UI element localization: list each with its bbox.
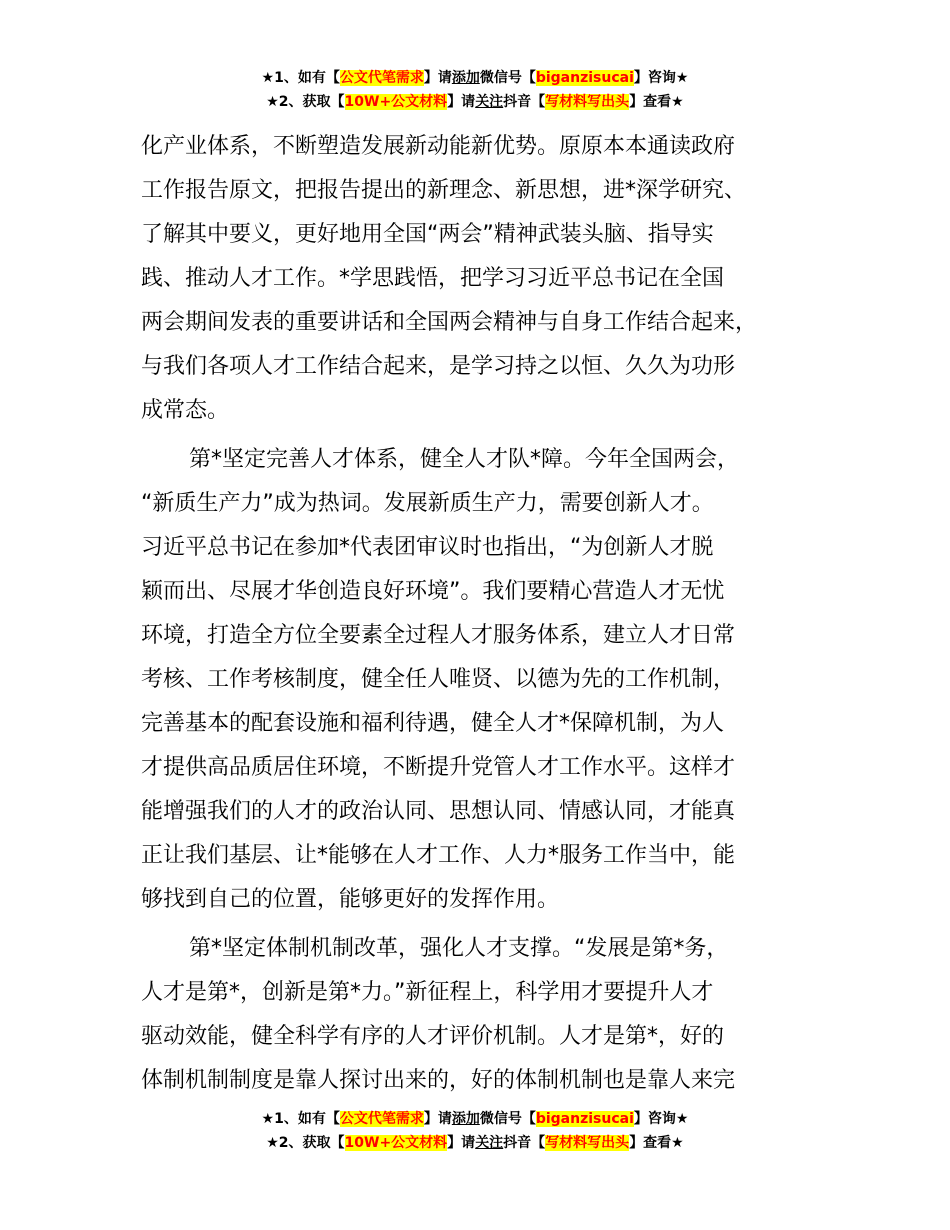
highlight-wechat-id: biganzisucai bbox=[535, 1111, 634, 1127]
text-line: 颖而出、尽展才华创造良好环境”。我们要精心营造人才无忧 bbox=[141, 579, 725, 604]
text-line: 够找到自己的位置，能够更好的发挥作用。 bbox=[141, 887, 560, 912]
highlight-douyin: 写材料写出头 bbox=[545, 94, 630, 110]
text-line: 习近平总书记在参加*代表团审议时也指出，“为创新人才脱 bbox=[141, 535, 714, 560]
document-body bbox=[141, 125, 841, 1103]
banner-line-1: ★1、如有【公文代笔需求】请添加微信号【biganzisucai】咨询★ bbox=[261, 1111, 689, 1127]
text-line: 第*坚定完善人才体系，健全人才队*障。今年全国两会， bbox=[189, 447, 740, 472]
text-line: 正让我们基层、让*能够在人才工作、人力*服务工作当中，能 bbox=[141, 843, 736, 868]
text-line: 化产业体系，不断塑造发展新动能新优势。原原本本通读政府 bbox=[141, 134, 736, 159]
text-line: 体制机制制度是靠人探讨出来的，好的体制机制也是靠人来完 bbox=[141, 1068, 736, 1093]
text-line: 驱动效能，健全科学有序的人才评价机制。人才是第*，好的 bbox=[141, 1024, 725, 1049]
highlight-service: 公文代笔需求 bbox=[339, 70, 424, 86]
text-line: 工作报告原文，把报告提出的新理念、新思想，进*深学研究、 bbox=[141, 178, 747, 203]
text-line: 人才是第*，创新是第*力。”新征程上，科学用才要提升人才 bbox=[141, 980, 714, 1005]
paragraph-1 bbox=[141, 125, 841, 433]
text-line: 第*坚定体制机制改革，强化人才支撑。“发展是第*务， bbox=[189, 936, 729, 961]
text-line: 了解其中要义，更好地用全国“两会”精神武装头脑、指导实 bbox=[141, 222, 714, 247]
paragraph-2 bbox=[141, 438, 841, 922]
text-line: 践、推动人才工作。*学思践悟，把学习习近平总书记在全国 bbox=[141, 266, 725, 291]
highlight-materials: 10W+公文材料 bbox=[344, 94, 448, 110]
text-line: 成常态。 bbox=[141, 398, 230, 423]
highlight-materials: 10W+公文材料 bbox=[344, 1135, 448, 1151]
header-banner bbox=[0, 66, 950, 114]
text-line: 与我们各项人才工作结合起来，是学习持之以恒、久久为功形 bbox=[141, 354, 736, 379]
text-line: “新质生产力”成为热词。发展新质生产力，需要创新人才。 bbox=[141, 491, 714, 516]
footer-banner bbox=[0, 1107, 950, 1155]
paragraph-3 bbox=[141, 927, 841, 1103]
text-line: 考核、工作考核制度，健全任人唯贤、以德为先的工作机制， bbox=[141, 667, 736, 692]
banner-line-2: ★2、获取【10W+公文材料】请关注抖音【写材料写出头】查看★ bbox=[266, 1135, 684, 1151]
highlight-douyin: 写材料写出头 bbox=[545, 1135, 630, 1151]
text-line: 环境，打造全方位全要素全过程人才服务体系，建立人才日常 bbox=[141, 623, 736, 648]
banner-line-1: ★1、如有【公文代笔需求】请添加微信号【biganzisucai】咨询★ bbox=[261, 70, 689, 86]
highlight-service: 公文代笔需求 bbox=[339, 1111, 424, 1127]
text-line: 能增强我们的人才的政治认同、思想认同、情感认同，才能真 bbox=[141, 799, 736, 824]
banner-line-2: ★2、获取【10W+公文材料】请关注抖音【写材料写出头】查看★ bbox=[266, 94, 684, 110]
text-line: 才提供高品质居住环境，不断提升党管人才工作水平。这样才 bbox=[141, 755, 736, 780]
highlight-wechat-id: biganzisucai bbox=[535, 70, 634, 86]
text-line: 完善基本的配套设施和福利待遇，健全人才*保障机制，为人 bbox=[141, 711, 725, 736]
text-line: 两会期间发表的重要讲话和全国两会精神与自身工作结合起来， bbox=[141, 310, 758, 335]
